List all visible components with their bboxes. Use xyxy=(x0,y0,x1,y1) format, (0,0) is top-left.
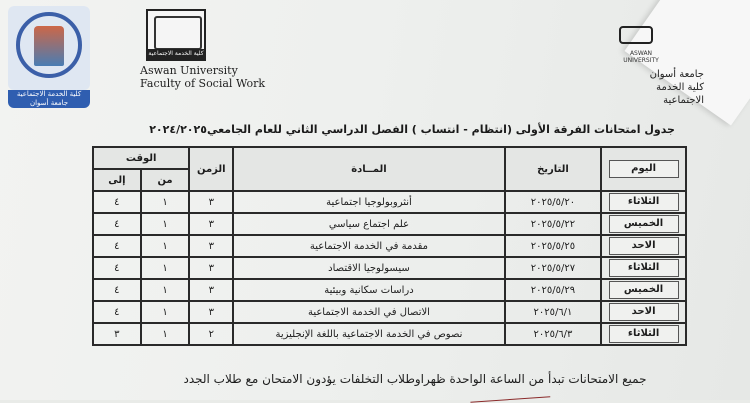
cell-to: ٤ xyxy=(93,191,141,213)
cell-subject: الاتصال في الخدمة الاجتماعية xyxy=(233,301,505,323)
header-duration: الزمن xyxy=(189,147,233,191)
header-from: من xyxy=(141,169,190,191)
table-row xyxy=(93,323,686,345)
cell-subject: دراسات سكانية وبيئية xyxy=(233,279,505,301)
cell-day: الاحد xyxy=(601,301,686,323)
cell-day: الثلاثاء xyxy=(601,191,686,213)
table-row xyxy=(93,235,686,257)
cell-date: ٢٠٢٥/٥/٢٥ xyxy=(505,235,601,257)
cell-day: الاحد xyxy=(601,235,686,257)
header-day: اليوم xyxy=(601,147,686,191)
cell-to: ٤ xyxy=(93,213,141,235)
header-to: إلى xyxy=(93,169,141,191)
table-row xyxy=(93,279,686,301)
cell-to: ٤ xyxy=(93,257,141,279)
cell-to: ٤ xyxy=(93,301,141,323)
cell-subject: سيسولوجيا الاقتصاد xyxy=(233,257,505,279)
schedule-title: جدول امتحانات الفرقة الأولى (انتظام - انتساب ) الفصل الدراسي الثاني للعام الجامعي٢٠٢٤/٢٠٢٥ xyxy=(149,123,675,136)
cell-to: ٤ xyxy=(93,235,141,257)
cell-subject: أنثروبولوجيا اجتماعية xyxy=(233,191,505,213)
table-row xyxy=(93,301,686,323)
cell-duration: ٣ xyxy=(189,279,233,301)
header-subject: المــادة xyxy=(233,147,505,191)
footnote: جميع الامتحانات تبدأ من الساعة الواحدة ظهراوطلاب التخلفات يؤدون الامتحان مع طلاب الجدد xyxy=(183,372,647,386)
cell-day: الخميس xyxy=(601,213,686,235)
cell-date: ٢٠٢٥/٦/٣ xyxy=(505,323,601,345)
cell-from: ١ xyxy=(141,301,190,323)
university-name-english xyxy=(140,64,265,90)
cell-day: الثلاثاء xyxy=(601,323,686,345)
stamp-caption: كلية الخدمة الاجتماعية جامعة أسوان xyxy=(8,90,90,108)
cell-duration: ٢ xyxy=(189,323,233,345)
header-time: الوقت xyxy=(93,147,189,169)
university-name-line: Aswan University xyxy=(140,64,238,77)
table-row xyxy=(93,257,686,279)
table-row xyxy=(93,213,686,235)
cell-from: ١ xyxy=(141,323,190,345)
cell-duration: ٣ xyxy=(189,235,233,257)
cell-day: الثلاثاء xyxy=(601,257,686,279)
cell-date: ٢٠٢٥/٥/٢٠ xyxy=(505,191,601,213)
university-emblem-icon xyxy=(619,26,653,44)
faculty-stamp xyxy=(8,6,90,108)
cell-date: ٢٠٢٥/٥/٢٩ xyxy=(505,279,601,301)
cell-duration: ٣ xyxy=(189,257,233,279)
cell-duration: ٣ xyxy=(189,191,233,213)
university-name-ar-line: جامعة أسوان xyxy=(649,69,704,80)
cell-date: ٢٠٢٥/٥/٢٢ xyxy=(505,213,601,235)
cell-subject: علم اجتماع سياسي xyxy=(233,213,505,235)
faculty-name-ar-line: كلية الخدمة الاجتماعية xyxy=(656,82,704,106)
cell-subject: نصوص في الخدمة الاجتماعية باللغة الإنجليزية xyxy=(233,323,505,345)
faculty-name-line: Faculty of Social Work xyxy=(140,77,266,90)
cell-date: ٢٠٢٥/٦/١ xyxy=(505,301,601,323)
cell-to: ٣ xyxy=(93,323,141,345)
table-row xyxy=(93,191,686,213)
university-logo xyxy=(613,22,659,62)
table-header-row xyxy=(93,147,686,169)
cell-from: ١ xyxy=(141,213,190,235)
stamp-figure-icon xyxy=(34,26,64,66)
cell-duration: ٣ xyxy=(189,213,233,235)
university-logo-caption: ASWAN UNIVERSITY xyxy=(623,50,659,64)
cell-day: الخميس xyxy=(601,279,686,301)
logo-strip-text: كلية الخدمة الاجتماعية xyxy=(148,50,204,57)
cell-subject: مقدمة في الخدمة الاجتماعية xyxy=(233,235,505,257)
university-name-arabic xyxy=(614,68,704,107)
faculty-logo xyxy=(146,9,206,61)
cell-from: ١ xyxy=(141,257,190,279)
cell-from: ١ xyxy=(141,191,190,213)
cell-date: ٢٠٢٥/٥/٢٧ xyxy=(505,257,601,279)
cell-from: ١ xyxy=(141,235,190,257)
exam-schedule-table xyxy=(92,146,687,346)
cell-to: ٤ xyxy=(93,279,141,301)
logo-emblem-icon xyxy=(154,16,202,50)
cell-from: ١ xyxy=(141,279,190,301)
cell-duration: ٣ xyxy=(189,301,233,323)
header-date: التاريخ xyxy=(505,147,601,191)
